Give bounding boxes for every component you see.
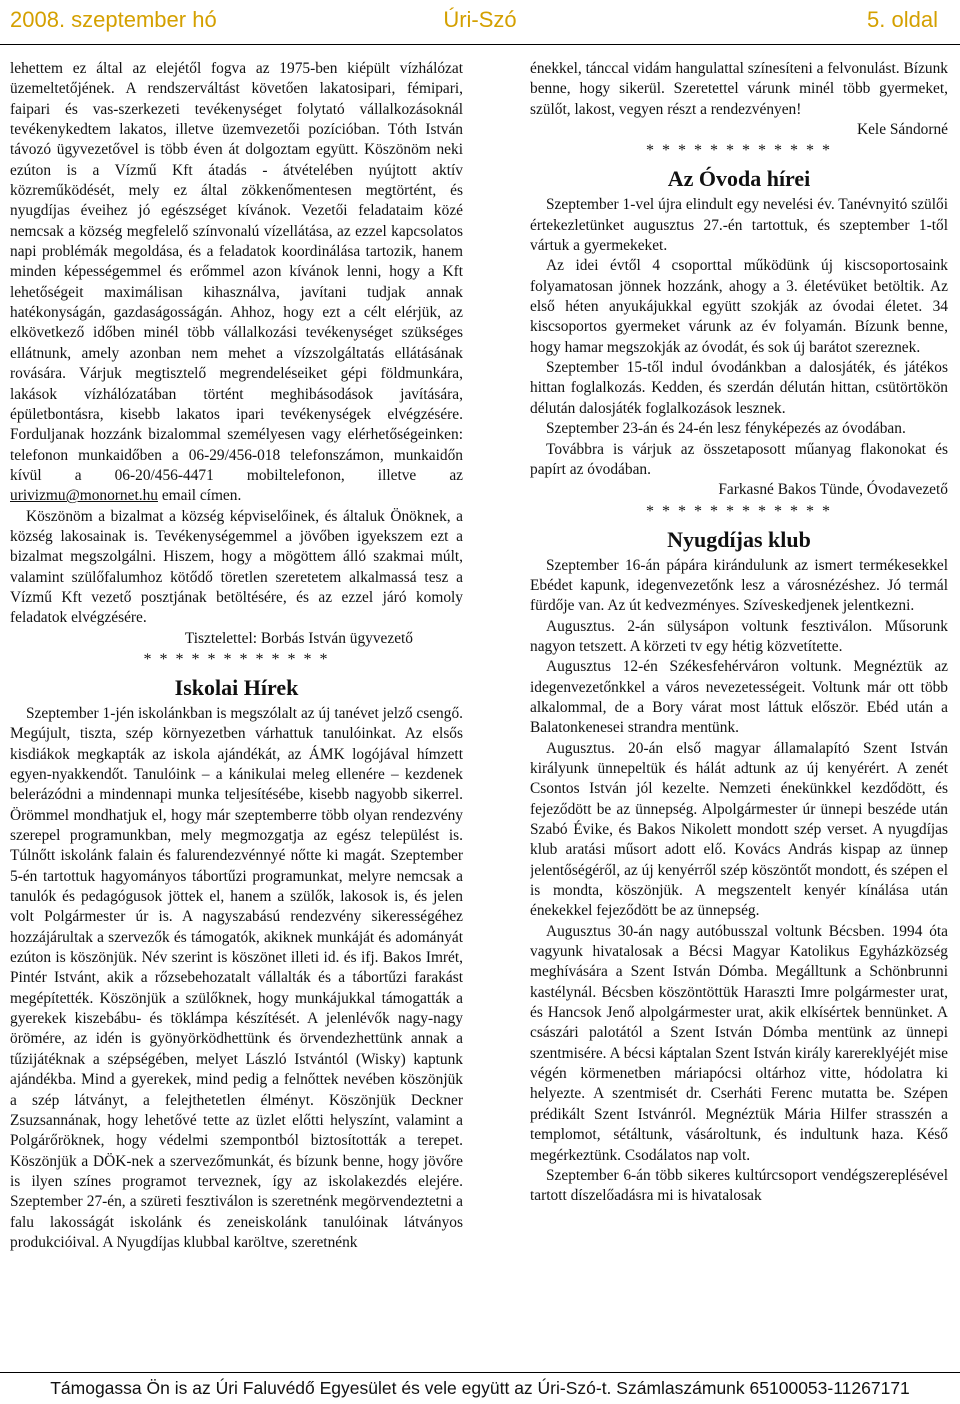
kindergarten-signature: Farkasné Bakos Tünde, Óvodavezető [718,481,948,499]
section-divider: * * * * * * * * * * * * [646,502,832,520]
newspaper-title: Úri-Szó [443,7,517,32]
page-number: 5. oldal [867,7,938,32]
kindergarten-paragraph: Szeptember 23-án és 24-én lesz fényképezés az óvodában. [546,420,906,438]
pensioner-club-paragraph: Szeptember 6-án több sikeres kultúrcsoport vendégszereplésével tartott díszelőadásra mi is hivatalosak [530,1166,948,1205]
page-footer: Támogassa Ön is az Úri Faluvédő Egyesület és vele együtt az Úri-Szó-t. Számlaszámunk 65100053-11267171 [0,1372,960,1404]
parade-paragraph: énekkel, tánccal vidám hangulattal színesíteni a felvonulást. Bízunk benne, hogy sikerül. Szeretettel várunk minél több gyermeket, szülőt, lakost, vegyen részt a rendezvényen! [530,60,948,118]
kindergarten-paragraph: Szeptember 15-től indul óvodánkban a dalosjáték, és játékos hittan foglalkozás. Kedden, és szerdán délután hittan, csütörtökön délután dalosjáték foglalkozások lesznek. [530,359,948,417]
school-news-text: Szeptember 1-jén iskolánkban is megszólalt az új tanévet jelző csengő. Megújult, tiszta, szép környezetben várhattuk tanulóinkat. Az elsős kisdiákok megkapták az iskola ajándékát, az ÁMK logójával hímzett egyen-nyakkendőt. Tanulóink – a kánikulai meleg ellenére – kezdenek belerázódni a mindennapi munka teljesítésébe, kisebb nagyobb sikerrel. Örömmel mondhatjuk el, hogy már szeptemberre több olyan rendezvény szerepel programunkban, mely megmozgatja az egész települést is. Túlnőtt iskolánk falain és falurendezvénnyé nőtte ki magát. Szeptember 5-én tartottuk hagyományos tábortűzi programunkat, melyre nemcsak a tanulók és pedagógusok jöttek el, hanem a szülők, lakosok is, és jelen volt Polgármester úr is. A nagyszabású rendezvény sikerességéhez hozzájárultak a szervezők és támogatók, akiknek munkáját és adományát ezúton is köszönjük. Név szerint is köszönet illeti id. és ifj. Bakos Imrét, Pintér Istvánt, akik a rőzsebehozatalt vállalták és a tábortűzi farakást megépítették. Köszönjük a szülőknek, hogy munkájukkal támogatták a gyerekek kiszebábu- és töklámpa készítését. A jelenlévők nagy-nagy örömére, az idén is gyönyörködhettünk és örvendezhettünk annak a tűzijátéknak a szépségében, melyet László Istvántól (Wisky) kaptunk ajándékba. Mind a gyerekek, mind pedig a felnőttek nevében köszönjük a szép látványt, a felejthetetlen élményt. Köszönjük Deckner Zsuzsannának, hogy lehetővé tette az üzlet előtti helyszínt, valamint a Polgárőröknek, hogy védelmi szempontból biztosították a terepet. Köszönjük a DÖK-nek a szervezőmunkát, és bízunk benne, hogy jövőre is ilyen színes programot terveznek, így az iskolakezdés elejére. Szeptember 27-én, a szüreti fesztiválon is szeretnénk megörvendeztetni a falu lakosságát iskolánk és zeneiskolánk tanulóinak látványos produkcióival. A Nyugdíjas klubbal karöltve, szeretnénk [10,704,463,1251]
school-news-heading: Iskolai Hírek [174,674,299,700]
pensioner-club-heading: Nyugdíjas klub [667,526,811,552]
vizmu-text-a: lehettem ez által az elejétől fogva az 1975-ben kiépült vízhálózat üzemeltetőjének. A rendszerváltást követően lakatosipari, fémipari, faipari és vas-szerkezeti tevékenységet folytató vállalkozásoknál tevékenykedtem lakatos, illetve üzemvezetői pozícióban. Tóth István távozó ügyvezetővel is több éven át dolgoztam együtt. Köszönöm neki ezúton is a Vízmű Kft átadás - átvételében nyújtott aktív közreműködését, mely ez által zökkenőmentesen megtörtént, és nyugdíjas éveihez jó egészséget kívánok. Vezetői feladataim közé nemcsak a község megfelelő színvonalú vízellátása, az ezzel kapcsolatos napi problémák megoldása, és a feladatok koordinálása tartozik, hanem minden képességemmel és erőmmel azon kívánok lenni, hogy a Kft lehetőségeit maximálisan kihasználva, javítani tudjak annak hatékonyságán, gazdaságosságán. Ahhoz, hogy ezt a célt elérjük, az elkövetkező időben minél több vállalkozási tevékenységet szükséges ellátnunk, amely azonban nem mehet a vízszolgáltatás ellátásának rovására. Várjuk megtisztelő megrendeléseiket gépi földmunkára, lakások vízhálózatában történt meghibásodások javítására, épületbontásra, kisebb lakatos ipari tevékenységek elvégzésére. Forduljanak hozzánk bizalommal személyesen vagy elérhetőségeinken: telefonon munkaidőben a 06-29/456-018 telefonszámon, munkaidőn kívül a 06-20/456-4471 mobiltelefonon, illetve az [10,60,463,484]
right-column [530,59,948,1359]
vizmu-signature: Tisztelettel: Borbás István ügyvezető [184,629,413,647]
page-header [0,0,960,45]
pensioner-club-paragraph: Augusztus 12-én Székesfehérváron voltunk. Megnéztük az idegenvezetőnkkel a város nevezetességeit. Voltunk már ott több alkalommal, de a Bory várat most láttuk először. Ebéd után a Balatonkenesei strandra mentünk. [530,658,948,737]
section-divider: * * * * * * * * * * * * [143,650,330,668]
kindergarten-paragraph: Továbbra is várjuk az összetaposott műanyag flakonokat és papírt az óvodában. [530,440,948,478]
pensioner-club-paragraph: Szeptember 16-án pápára kirándulunk az ismert termékesekkel Ebédet kapunk, idegenvezetőnk lesz a városnézéshez. Jó termál fürdője van. Az út kedvezményes. Szíveskedjenek jelentkezni. [530,556,948,615]
vizmu-text-b: email címen. [157,487,242,505]
pensioner-club-paragraph: Augusztus. 20-án első magyar államalapító Szent István királyunk ünnepeltük és hálát adtunk az új kenyérért. A zenét Csontos István jól kezelte. Nemzeti énekünkkel kezdődött, és fejeződött be az ünnepség. Alpolgármester úr ünnepi beszéde után Szabó Évike, és Bakos Nikolett mondott szép verset. A nyugdíjas klub aratási műsort adott elő. Kovács András kispap az ünnep jelentőségéről, az új kenyérről szép köszöntőt mondott, és szépen el is mondta, köszönjük. A megszentelt kenyér kínálása után énekekkel fejeződött be az ünnepség. [530,739,948,920]
issue-date: 2008. szeptember hó [10,7,217,32]
kindergarten-paragraph: Szeptember 1-vel újra elindult egy nevelési év. Tanévnyitó szülői értekezletünket augusztus 27.-én tartottuk, és szeptember 1-től vártuk a gyermekeket. [530,196,948,255]
parade-signature: Kele Sándorné [856,121,948,139]
left-column [10,59,463,1359]
section-divider: * * * * * * * * * * * * [646,142,832,160]
vizmu-closing-paragraph: Köszönöm a bizalmat a község képviselőinek, és általuk Önöknek, a község lakosainak is. Tevékenységemmel a jövőben igyekszem ezt a bizalmat megszolgálni. Hiszem, hogy a mögöttem álló szakmai múlt, valamint szülőfalumhoz kötődő töretlen szeretetem alkalmassá tesz a Vízmű Kft vezető posztjának betöltésére, és az ezzel járó komoly feladatok elvégzésére. [10,507,463,627]
vizmu-article-paragraph [10,59,463,507]
pensioner-club-paragraph: Augusztus 30-án nagy autóbusszal voltunk Bécsben. 1994 óta vagyunk hivatalosak a Bécsi Magyar Katolikus Egyházközség meghívására a Szent István Dómba. Megálltunk a Schönbrunni kastélynál. Bécsben köszöntöttük Haraszti Imre polgármester urat, és Hancsok Jenő alpolgármester urat, akik elkísértek bennünket. A császári palotától a Szent István Dómba mentünk az ünnepi szentmisére. A bécsi káptalan Szent István király karereklyéjét mise végén körmenetben máriapócsi oltárhoz vitte, hódolatra ki helyezte. A szentmisét dr. Cserháti Ferenc mutatta be. Szépen prédikált Szent Istvánról. Megnéztük Mária Hilfer strasszén a templomot, sétáltunk, vásároltunk, és indultunk haza. Késő megérkeztünk. Csodálatos nap volt. [530,922,948,1164]
kindergarten-paragraph: Az idei évtől 4 csoporttal működünk új kiscsoportosaink folyamatosan jönnek hozzánk, ahogy a 3. életévüket betöltik. Az első héten anyukájukkal együtt szokják az óvodai életet. 34 kiscsoportos gyermeket várunk az év folyamán. Bízunk benne, hogy hamar megszokják az óvodát, és sok új barátot szereznek. [530,257,948,356]
pensioner-club-paragraph: Augusztus. 2-án sülysápon voltunk fesztiválon. Műsorunk nagyon tetszett. A körzeti tv egy hétig közvetítette. [530,617,948,655]
email-link[interactable]: urivizmu@monornet.hu [10,487,158,505]
kindergarten-heading: Az Óvoda hírei [667,166,811,192]
